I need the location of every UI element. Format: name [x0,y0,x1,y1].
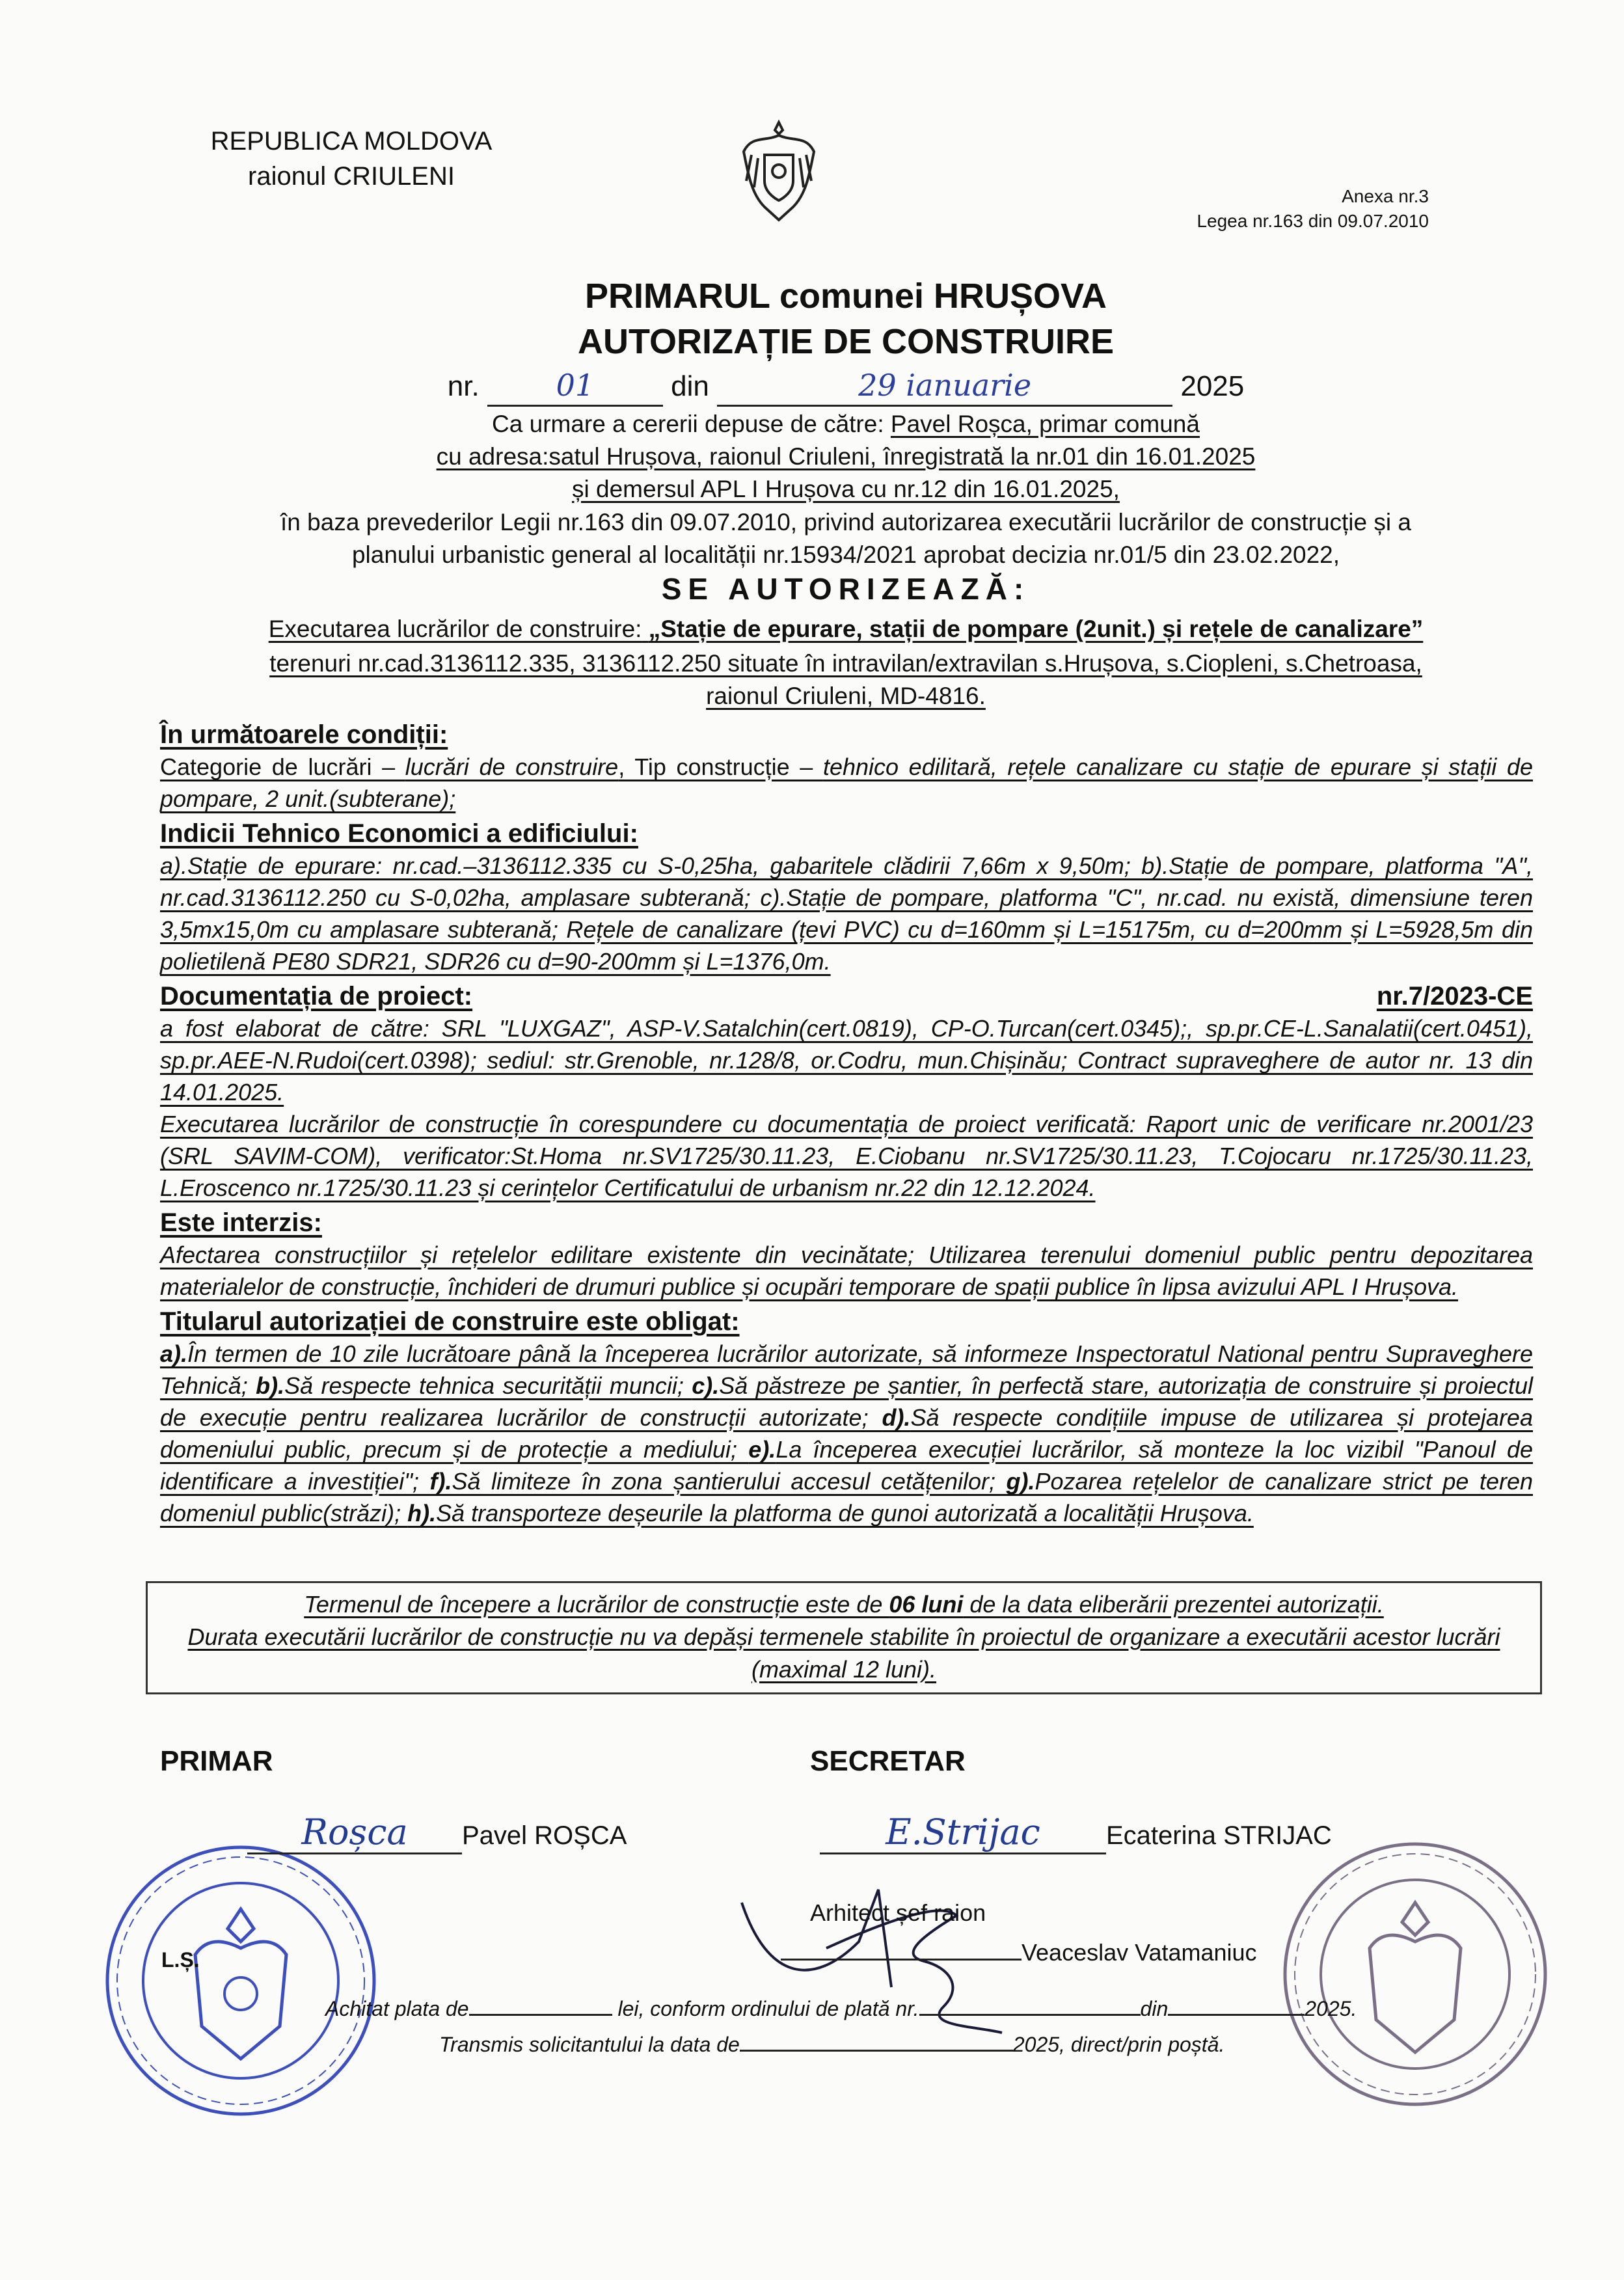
documentation-authors: a fost elaborat de către: SRL "LUXGAZ", ASP-V.Satalchin(cert.0819), CP-O.Turcan(cert.0345);, sp.pr.CE-L.Sanalatii(cert.0451), sp.pr.AEE-N.Rudoi(cert.0398); sediul: str.Grenoble, nr.128/8, or.Codru, mun.Chișinău; Contract supraveghere de autor nr. 13 din 14.01.2025. [160,1015,1533,1106]
nr-value: 01 [487,366,663,407]
annex-number: Anexa nr.3 [1342,186,1429,206]
type-value: tehnico edilitară, rețele canalizare cu stație de epurare și stații de pompare, 2 unit.(subterane); [160,753,1533,812]
payment-line [325,1997,1357,2021]
start-term-months: 06 luni [889,1591,964,1618]
legal-basis-1: în baza prevederilor Legii nr.163 din 09.07.2010, privind autorizarea executării lucrărilor de construcție și a [280,509,1411,536]
obligation-key: b). [256,1372,285,1399]
request-demers: și demersul APL I Hrușova cu nr.12 din 16.01.2025, [572,476,1120,502]
date-label: din [671,370,709,402]
documentation-number: nr.7/2023-CE [1376,982,1533,1011]
obligations-heading: Titularul autorizației de construire este obligat: [160,1307,740,1336]
obligations-list [160,1338,1533,1529]
secretary-signature: E.Strijac [820,1812,1106,1854]
document-title: AUTORIZAȚIE DE CONSTRUIRE [577,322,1115,361]
start-term-c: de la data eliberării prezentei autorizații. [963,1591,1384,1618]
request-address: cu adresa:satul Hrușova, raionul Criuleni, înregistrată la nr.01 din 16.01.2025 [436,443,1256,470]
payment-amount-field [469,2014,612,2016]
payment-date-field [1168,2014,1305,2016]
payment-label: Achitat plata de [325,1997,469,2020]
terms-box [146,1581,1542,1694]
documentation-verification: Executarea lucrărilor de construcție în corespundere cu documentația de proiect verificată: Raport unic de verificare nr.2001/23 (SRL SAVIM-COM), verificator:St.Homa nr.SV1725/30.11.23, E.Ciobanu nr.SV1725/30.11.23, T.Cojocaru nr.1725/30.11.23, L.Eroscenco nr.1725/30.11.23 și cerințelor Certificatului de urbanism nr.22 din 12.12.2024. [160,1111,1533,1201]
legal-basis-2: planului urbanistic general al localității nr.15934/2021 aprobat decizia nr.01/5 din 23.02.2022, [351,541,1340,568]
payment-date-label: din [1140,1997,1169,2020]
indicators-heading: Indicii Tehnico Economici a edificiului: [160,819,638,848]
architect-title: Arhitect șef raion [810,1899,986,1926]
object-line [98,613,1594,645]
architect-name: Veaceslav Vatamaniuc [1022,1939,1257,1966]
indicators-text: a).Stație de epurare: nr.cad.–3136112.335 cu S-0,25ha, gabaritele clădirii 7,66m x 9,50m; b).Stație de pompare, platforma "A", nr.cad.3136112.250 cu S-0,02ha, amplasare subterană; c).Stație de pompare, platforma "C", nr.cad. nu există, dimensiune teren 3,5mx15,0m cu amplasare subterană; Rețele de canalizare (țevi PVC) cu d=160mm și L=15175m, cu d=200mm și L=5928,5m din polietilenă PE80 SDR21, SDR26 cu d=90-200mm și L=1376,0m. [160,852,1533,975]
request-label: Ca urmare a cererii depuse de către: [492,411,884,437]
architect-signature-line [781,1935,1257,1966]
signature-section [146,1733,1545,2163]
obligation-key: a). [160,1340,188,1367]
payment-year: 2025. [1305,1997,1357,2020]
mayor-title: PRIMAR [160,1745,273,1777]
forbidden-text: Afectarea construcțiilor și rețelelor edilitare existente din vecinătate; Utilizarea terenului domeniul public pentru depozitarea materialelor de construcție, închideri de drumuri publice și ocupări temporare de spații publice în lipsa avizului APL I Hrușova. [160,1242,1533,1300]
year: 2025 [1180,370,1245,402]
number-date-line [98,366,1594,407]
forbidden-heading: Este interzis: [160,1208,322,1237]
payment-order-label: lei, conform ordinului de plată nr. [617,1997,919,2020]
coat-of-arms-icon [738,116,820,230]
transmitted-label: Transmis solicitantului la data de [439,2033,740,2056]
obligation-key: d). [882,1404,911,1431]
start-term [148,1588,1540,1621]
secretary-title: SECRETAR [810,1745,966,1777]
request-line-1 [98,408,1594,441]
obligation-key: g). [1006,1468,1035,1495]
conditions-heading: În următoarele condiții: [160,720,448,749]
district-name: raionul CRIULENI [248,162,455,191]
transmitted-method: 2025, direct/prin poștă. [1012,2033,1225,2056]
applicant: Pavel Roșca, primar comună [890,411,1200,437]
obligation-key: e). [748,1436,776,1463]
secretary-signature-line [820,1812,1332,1854]
obligation-text: Să respecte condițiile impuse de utilizarea și protejarea domeniului public, precum și de protecție a mediului; [160,1404,1533,1463]
architect-stamp-icon [1272,1831,1558,2117]
obligation-text: Să limiteze în zona șantierului accesul cetățenilor; [452,1468,1007,1495]
transmitted-date-field [740,2050,1013,2052]
law-reference: Legea nr.163 din 09.07.2010 [1197,211,1429,231]
document-flow [146,716,1545,2189]
obligation-key: h). [407,1500,437,1527]
object-district: raionul Criuleni, MD-4816. [706,683,986,709]
mayor-signature-line [247,1812,627,1854]
issuer-header [182,124,521,194]
category-value: lucrări de construire [405,753,619,780]
duration-term: Durata executării lucrărilor de construcție nu va depăși termenele stabilite în proiectul de organizare a executării acestor lucrări (maximal 12 luni). [187,1623,1500,1683]
conditions-text [160,751,1533,815]
obligation-text: Să respecte tehnica securității muncii; [284,1372,692,1399]
category-label: Categorie de lucrări – [160,753,405,780]
obligation-key: c). [692,1372,720,1399]
object-label: Executarea lucrărilor de construire: [268,616,642,642]
date-value: 29 ianuarie [717,366,1172,407]
obligation-text: Să păstreze pe șantier, în perfectă stare, autorizația de construire și proiectul de execuție pentru realizarea lucrărilor de construcții autorizate; [160,1372,1534,1431]
issuer-title: PRIMARUL comunei HRUȘOVA [584,277,1107,316]
documentation-heading: Documentația de proiect: [160,982,473,1011]
mayor-signature: Roșca [247,1812,462,1854]
seal-label: L.Ș. [161,1948,200,1972]
start-term-a: Termenul de începere a lucrărilor de construcție este de [304,1591,889,1618]
obligation-text: Să transporteze deșeurile la platforma de gunoi autorizată a localității Hrușova. [436,1500,1254,1527]
payment-order-field [919,2014,1141,2016]
type-label: , Tip construcție – [618,753,823,780]
authorizes-heading: SE AUTORIZEAZĂ: [661,572,1031,606]
obligation-text: La începerea execuției lucrărilor, să monteze la loc vizibil "Panoul de identificare a investiției"; [160,1436,1533,1495]
secretary-name: Ecaterina STRIJAC [1106,1821,1332,1850]
country-name: REPUBLICA MOLDOVA [210,127,493,156]
obligation-text: Pozarea rețelelor de canalizare strict pe teren domeniul public(străzi); [160,1468,1533,1527]
mayor-stamp-icon [98,1838,384,2124]
architect-signature [781,1935,1022,1961]
documentation-heading-row [160,980,1533,1012]
annex-reference [1197,184,1429,234]
mayor-name: Pavel ROȘCA [462,1821,627,1850]
nr-label: nr. [447,370,480,402]
obligation-key: f). [429,1468,452,1495]
obligation-text: În termen de 10 zile lucrătoare până la începerea lucrărilor autorizate, să informeze Inspectoratul National pentru Supraveghere Tehnică; [160,1340,1533,1399]
document-body [160,718,1533,1529]
object-parcels: terenuri nr.cad.3136112.335, 3136112.250 situate în intravilan/extravilan s.Hrușova, s.Ciopleni, s.Chetroasa, [269,650,1422,677]
object-value: „Stație de epurare, stații de pompare (2unit.) și rețele de canalizare” [648,616,1424,642]
transmitted-line [439,2033,1225,2057]
